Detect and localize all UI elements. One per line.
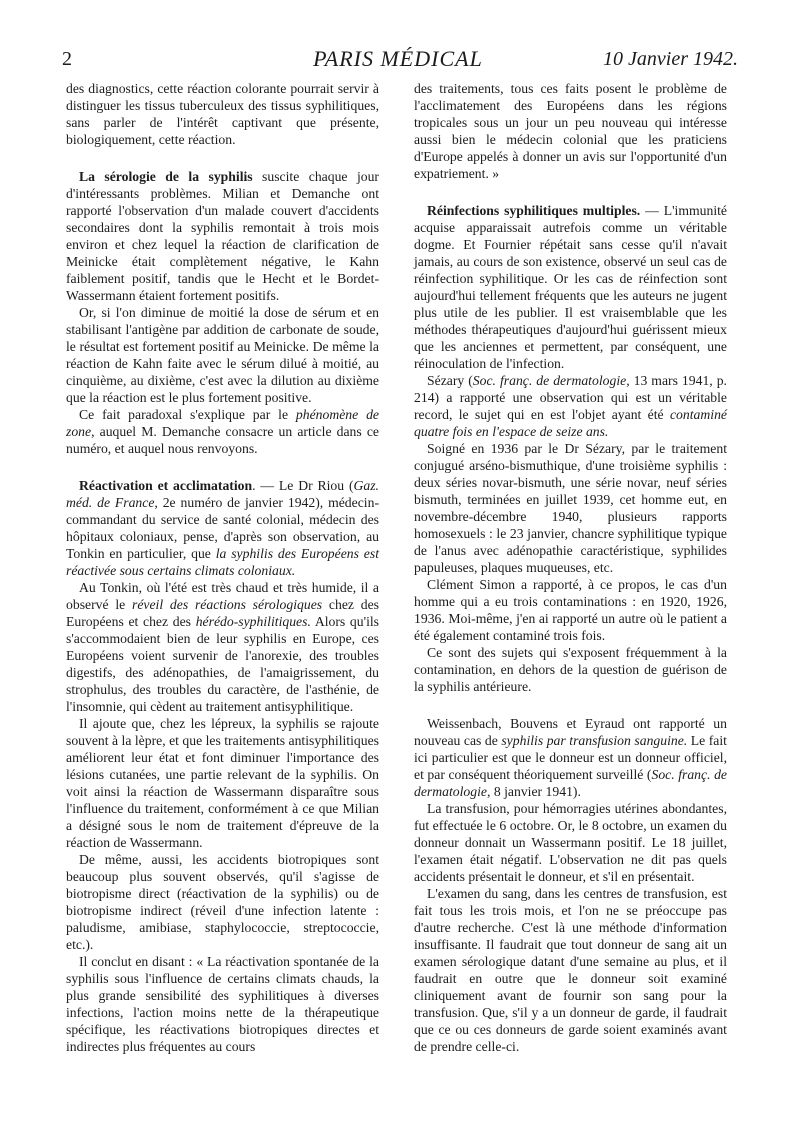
paragraph: Clément Simon a rapporté, à ce propos, le cas d'un homme qui a eu trois contaminations : en 1920, 1926, 1936. Moi-même, j'en ai rapporté un autre où le patient a été également contaminé trois fois. xyxy=(414,577,727,643)
left-column xyxy=(66,80,379,1055)
paragraph: des diagnostics, cette réaction colorante pourrait servir à distinguer les tissus tuberculeux des tissus syphilitiques, sans parler de l'intérêt captivant que présente, biologiquement, cette réaction. xyxy=(66,81,379,147)
paragraph: Or, si l'on diminue de moitié la dose de sérum et en stabilisant l'antigène par addition de carbonate de soude, le résultat est fortement positif au Meinicke. De même la réaction de Kahn faite avec le sérum dilué à moitié, au cinquième, au dixième, c'est avec la dilution au dixième que la réaction est le plus fortement positive. xyxy=(66,305,379,405)
section-transfusion: Weissenbach, Bouvens et Eyraud ont rapporté un nouveau cas de syphilis par transfusion sanguine. Le fait ici particulier est que le donneur est un donneur officiel, et par conséquent théoriquement surveillé (Soc. franç. de dermatologie, 8 janvier 1941). xyxy=(414,716,727,799)
paragraph: L'examen du sang, dans les centres de transfusion, est fait tous les trois mois, et l'on ne se préoccupe pas d'autre recherche. C'est là une méthode d'information insuffisante. Il faudrait que tout donneur de sang ait un examen sérologique datant d'une semaine au plus, et il faudrait en outre que le donneur soit examiné cliniquement avant de fournir son sang pour la transfusion. Que, s'il y a un donneur de garde, il faudrait que ce ou ces donneurs de garde soient examinés avant de prendre celle-ci. xyxy=(414,886,727,1054)
journal-title: PARIS MÉDICAL xyxy=(313,46,483,71)
paragraph: des traitements, tous ces faits posent le problème de l'acclimatement des Européens dans les régions tropicales sous un jour un peu nouveau qui intéresse aussi bien le médecin colonial que les praticiens d'Europe appelés à donner un avis sur l'opportunité d'un expatriement. » xyxy=(414,81,727,181)
paragraph: Soigné en 1936 par le Dr Sézary, par le traitement conjugué arséno-bismuthique, d'une troisième syphilis : deux séries novar-bismuth, une série novar, neuf séries bismuth, terminées en juillet 1939, cet homme eut, en novembre-décembre 1940, plusieurs rapports homosexuels : le 23 janvier, chancre syphilitique typique de l'anus avec adénopathie caractéristique, syphilides papuleuses, plaques muqueuses, etc. xyxy=(414,441,727,575)
paragraph: La transfusion, pour hémorragies utérines abondantes, fut effectuée le 6 octobre. Or, le 8 octobre, un examen du donneur donnait un Wassermann positif. Le 18 juillet, l'examen était négatif. L'observation ne dit pas quels accidents présentait le donneur, et s'il en présentait. xyxy=(414,801,727,884)
paragraph: De même, aussi, les accidents biotropiques sont beaucoup plus souvent observés, qu'il s'agisse de biotropisme direct (réactivation de la syphilis) ou de biotropisme indirect (réveil d'une infection latente : paludisme, amibiase, staphylococcie, streptococcie, etc.). xyxy=(66,852,379,952)
section-heading: Réactivation et acclimatation xyxy=(79,478,253,493)
paragraph: Au Tonkin, où l'été est très chaud et très humide, il a observé le réveil des réactions sérologiques chez des Européens et chez des hérédo-syphilitiques. Alors qu'ils s'accommodaient bien de leur syphilis en Europe, ces Européens voient survenir de l'anorexie, des troubles digestifs, des adénopathies, de l'amaigrissement, du strophulus, des troubles du caractère, de l'asthénie, de l'insomnie, qui cèdent au traitement antisyphilitique. xyxy=(66,580,380,714)
right-column xyxy=(414,80,727,1055)
paragraph: Sézary (Soc. franç. de dermatologie, 13 mars 1941, p. 214) a rapporté une observation qui est un véritable record, le sujet qui en est l'objet ayant été contaminé quatre fois en l'espace de seize ans. xyxy=(414,373,727,439)
paragraph: Ce fait paradoxal s'explique par le phénomène de zone, auquel M. Demanche consacre un article dans ce numéro, et auquel nous renvoyons. xyxy=(66,407,380,456)
page-number: 2 xyxy=(62,48,72,70)
section-heading: La sérologie de la syphilis xyxy=(79,169,253,184)
paragraph: Ce sont des sujets qui s'exposent fréquemment à la contamination, en dehors de la question de guérison de la syphilis antérieure. xyxy=(414,645,727,694)
page-header xyxy=(58,46,738,76)
issue-date: 10 Janvier 1942. xyxy=(603,48,738,70)
paragraph: Il conclut en disant : « La réactivation spontanée de la syphilis sous l'influence de certains climats chauds, la plus grande sensibilité des syphilitiques à diverses infections, l'action moins nette de la thérapeutique spécifique, les réactivations biotropiques directes et indirectes plus fréquentes au cours xyxy=(66,954,379,1054)
paragraph: Il ajoute que, chez les lépreux, la syphilis se rajoute souvent à la lèpre, et que les traitements antisyphilitiques améliorent leur état et font diminuer l'importance des lésions cutanées, une partie relevant de la syphilis. On voit ainsi la réaction de Wassermann disparaître sous l'influence du traitement, conformément à ce que Milian a désigné sous le nom de traitement d'épreuve de la réaction de Wassermann. xyxy=(66,716,379,850)
section-reactivation: Réactivation et acclimatation. — Le Dr Riou (Gaz. méd. de France, 2e numéro de janvier 1942), médecin-commandant du service de santé colonial, médecin des hôpitaux coloniaux, pense, d'après son observation, au Tonkin en particulier, que la syphilis des Européens est réactivée sous certains climats coloniaux. xyxy=(66,478,379,578)
section-reinfections: Réinfections syphilitiques multiples. — L'immunité acquise apparaissait autrefois comme un véritable dogme. Et Fournier répétait sans cesse qu'il n'avait jamais, au cours de son existence, observé un seul cas de réinfection syphilitique. Or les cas de réinfection sont aujourd'hui tellement fréquents que les auteurs ne jugent plus utile de les publier. Il est vraisemblable que les méthodes thérapeutiques d'aujourd'hui guérissent mieux que les anciennes et permettent, par conséquent, une réinoculation de l'infection. xyxy=(414,203,728,371)
section-heading: Réinfections syphilitiques multiples. xyxy=(427,203,641,218)
section-serologie: La sérologie de la syphilis suscite chaque jour d'intéressants problèmes. Milian et Demanche ont rapporté l'observation d'un malade couvert d'accidents secondaires dont la syphilis remontait à trois mois environ et chez lequel la réaction de clarification de Meinicke était complètement négative, le Kahn faiblement positif, tandis que le Hecht et le Bordet-Wassermann étaient fortement positifs. xyxy=(66,169,379,303)
